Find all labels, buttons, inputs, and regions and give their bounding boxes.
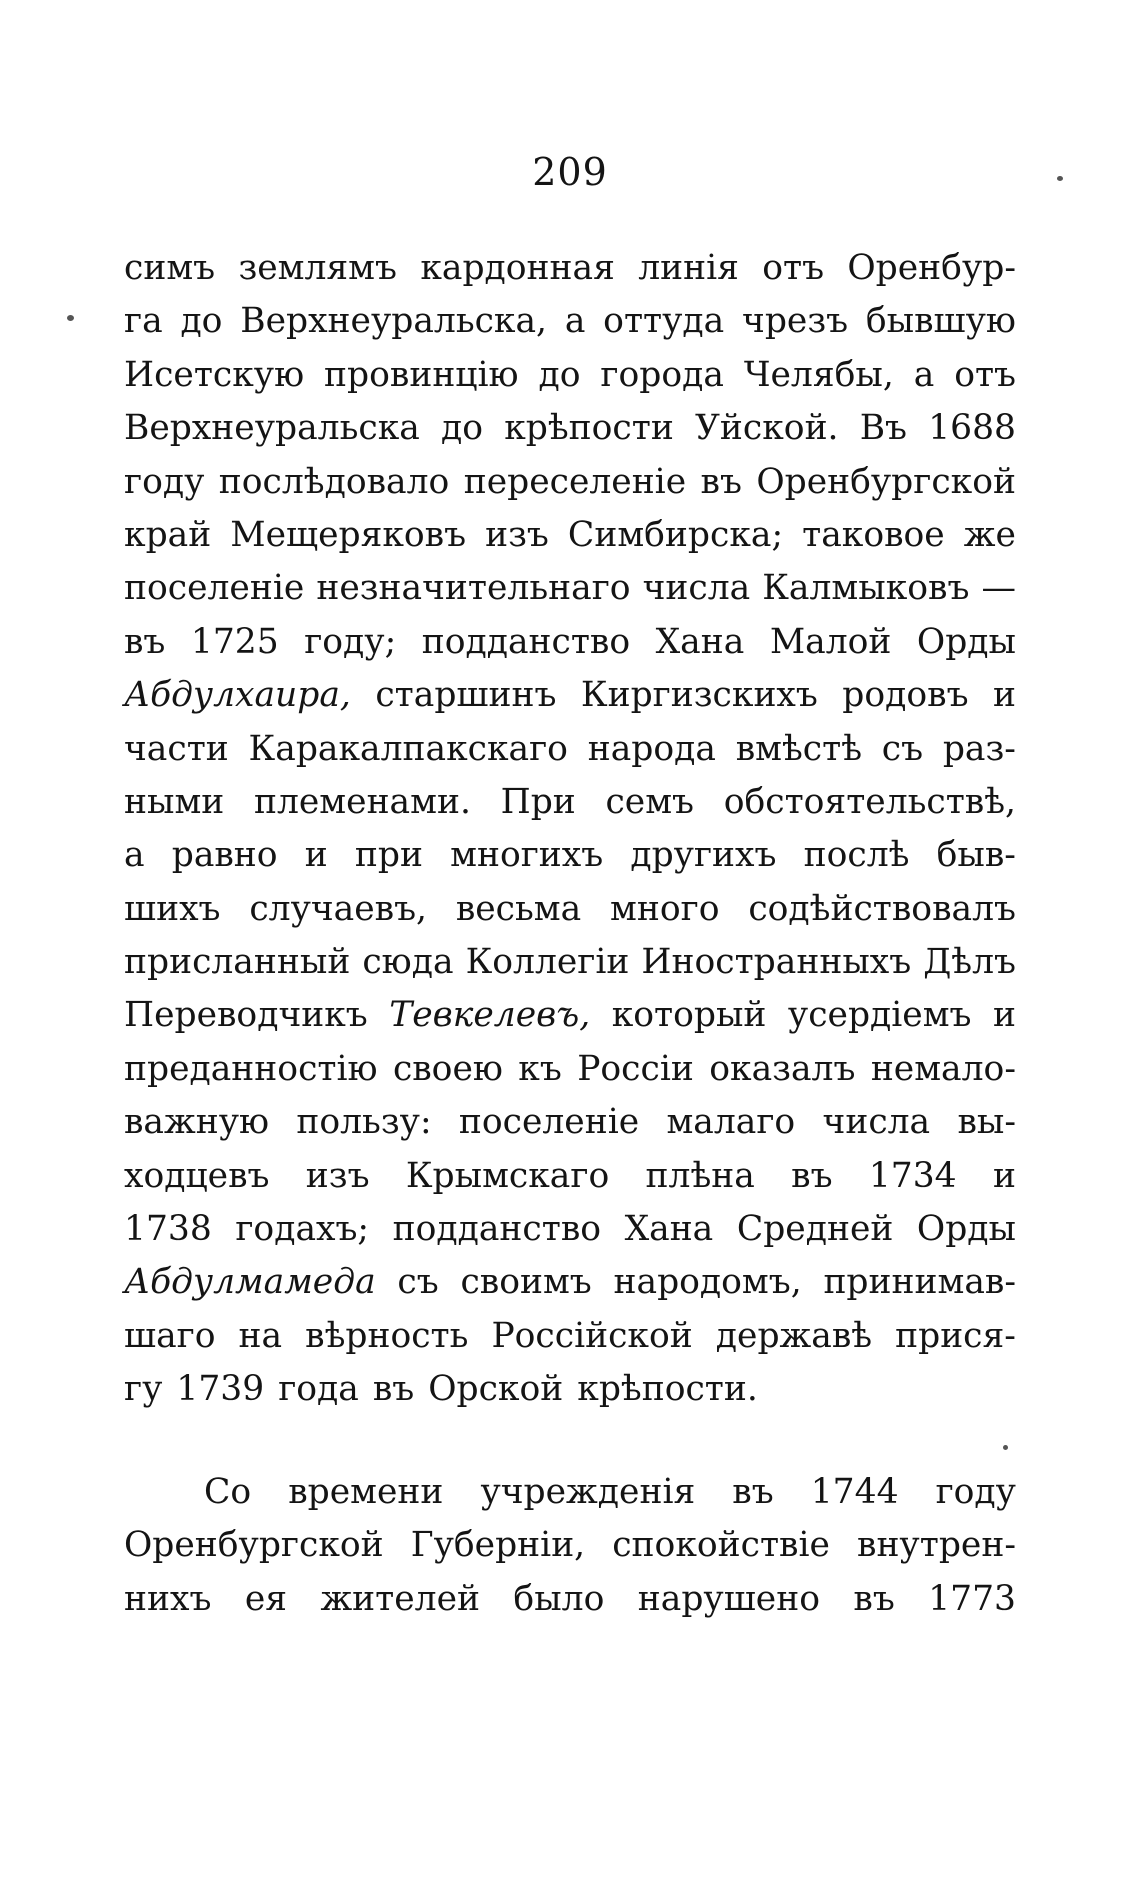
- word: Симбирска;: [567, 514, 784, 555]
- scan-speck: [67, 315, 74, 321]
- word: народомъ,: [613, 1262, 802, 1303]
- text-line: [124, 669, 1016, 722]
- word: Переводчикъ: [124, 995, 368, 1036]
- word: части: [124, 728, 229, 769]
- word: Малой: [769, 621, 892, 662]
- word: Киргизскихъ: [580, 675, 818, 716]
- word: послѣдовало: [218, 461, 450, 502]
- word: прися-: [895, 1315, 1016, 1356]
- word: спокойствіе: [612, 1525, 830, 1566]
- word: Абдулхаира,: [124, 675, 351, 716]
- word: а: [913, 354, 935, 395]
- word: Абдулмамеда: [124, 1262, 376, 1303]
- word: года: [278, 1369, 359, 1410]
- text-line: [124, 1363, 1016, 1416]
- word: послѣ: [803, 835, 910, 876]
- word: съ: [397, 1262, 439, 1303]
- word: случаевъ,: [249, 888, 427, 929]
- word: подданство: [392, 1209, 602, 1250]
- word: державѣ: [715, 1315, 873, 1356]
- text-line: [124, 829, 1016, 882]
- word: жителей: [320, 1578, 480, 1619]
- word: ходцевъ: [124, 1155, 270, 1196]
- word: Каракалпакскаго: [248, 728, 568, 769]
- word: Калмыковъ: [762, 568, 970, 609]
- word: Мещеряковъ: [230, 514, 467, 555]
- word: племенами.: [253, 781, 471, 822]
- word: присланный: [124, 942, 351, 983]
- word: году: [935, 1472, 1016, 1512]
- text-line: [124, 456, 1016, 509]
- text-line: [124, 295, 1016, 348]
- word: малаго: [666, 1102, 796, 1143]
- word: оттуда: [603, 301, 725, 342]
- word: раз-: [942, 728, 1016, 769]
- word: важную: [124, 1102, 270, 1143]
- word: родовъ: [842, 675, 969, 716]
- word: изъ: [305, 1155, 370, 1196]
- word: —: [981, 568, 1016, 609]
- word: ными: [124, 781, 225, 822]
- word: учрежденія: [480, 1472, 696, 1512]
- word: своимъ: [460, 1262, 592, 1303]
- word: вѣрность: [305, 1315, 469, 1356]
- word: до: [441, 408, 484, 449]
- word: а: [124, 835, 145, 876]
- word: многихъ: [450, 835, 604, 876]
- word: чрезъ: [742, 301, 849, 342]
- word: бывшую: [865, 301, 1016, 342]
- text-line: [124, 1466, 1016, 1519]
- word: было: [513, 1578, 605, 1619]
- paragraph-1: [124, 242, 1016, 1417]
- word: Россіи: [577, 1048, 694, 1089]
- word: обстоятельствѣ,: [723, 781, 1016, 822]
- word: оказалъ: [709, 1048, 856, 1089]
- word: а: [564, 301, 586, 342]
- word: Верхнеуральска,: [240, 301, 548, 342]
- word: Уйской.: [694, 408, 839, 449]
- word: же: [963, 514, 1016, 555]
- word: отъ: [954, 354, 1016, 395]
- word: до: [538, 354, 581, 395]
- word: вы-: [957, 1102, 1016, 1143]
- word: землямъ: [238, 248, 397, 288]
- page-number: 209: [532, 150, 608, 194]
- word: преданностію: [124, 1048, 378, 1089]
- word: Челябы,: [743, 354, 894, 395]
- paragraph-2: [124, 1466, 1016, 1626]
- word: народа: [587, 728, 716, 769]
- word: гу: [124, 1369, 163, 1410]
- word: въ: [732, 1472, 774, 1512]
- word: 1725: [190, 621, 279, 662]
- word: Въ: [859, 408, 908, 449]
- word: Верхнеуральска: [124, 408, 420, 449]
- word: При: [500, 781, 576, 822]
- text-line: [124, 936, 1016, 989]
- word: съ: [881, 728, 924, 769]
- word: содѣйствовалъ: [748, 888, 1016, 929]
- word: Оренбургской: [756, 461, 1016, 502]
- text-line: [124, 1310, 1016, 1363]
- word: шихъ: [124, 888, 221, 929]
- text-line: [124, 402, 1016, 455]
- word: нарушено: [637, 1578, 820, 1619]
- word: 1734: [868, 1155, 957, 1196]
- word: Средней: [736, 1209, 894, 1250]
- text-line: [124, 349, 1016, 402]
- word: таковое: [802, 514, 945, 555]
- word: быв-: [936, 835, 1016, 876]
- word: Россійской: [491, 1315, 693, 1356]
- word: много: [610, 888, 720, 929]
- text-line: [124, 723, 1016, 776]
- word: нихъ: [124, 1578, 212, 1619]
- word: 1744: [810, 1472, 899, 1512]
- word: Хана: [655, 621, 745, 662]
- word: Орды: [916, 621, 1016, 662]
- word: немало-: [870, 1048, 1016, 1089]
- word: Со: [204, 1472, 252, 1512]
- text-line: [124, 776, 1016, 829]
- word: симъ: [124, 248, 216, 288]
- word: Исетскую: [124, 354, 305, 395]
- word: весьма: [455, 888, 582, 929]
- text-line: [124, 1573, 1016, 1626]
- text-line: [124, 883, 1016, 936]
- word: 1688: [928, 408, 1016, 449]
- word: усердіемъ: [787, 995, 972, 1036]
- text-line: [124, 1519, 1016, 1572]
- word: Дѣлъ: [923, 942, 1016, 983]
- word: на: [238, 1315, 283, 1356]
- word: числа: [642, 568, 751, 609]
- word: Коллегіи: [465, 942, 630, 983]
- text-line: [124, 1043, 1016, 1096]
- word: и: [992, 1155, 1016, 1196]
- word: 1773: [928, 1578, 1016, 1619]
- word: годахъ;: [235, 1209, 370, 1250]
- word: Тевкелевъ,: [389, 995, 591, 1036]
- word: 1738: [124, 1209, 212, 1250]
- text-line: [124, 616, 1016, 669]
- word: времени: [288, 1472, 444, 1512]
- word: и: [993, 995, 1016, 1036]
- word: сюда: [362, 942, 454, 983]
- word: край: [124, 514, 212, 555]
- word: шаго: [124, 1315, 216, 1356]
- word: который: [611, 995, 767, 1036]
- word: изъ: [485, 514, 549, 555]
- text-line: [124, 1096, 1016, 1149]
- word: при: [354, 835, 423, 876]
- text-line: [124, 1203, 1016, 1256]
- word: ея: [244, 1578, 288, 1619]
- word: плѣна: [645, 1155, 755, 1196]
- word: Губерніи,: [410, 1525, 586, 1566]
- word: Орды: [916, 1209, 1016, 1250]
- word: га: [124, 301, 163, 342]
- word: Хана: [624, 1209, 714, 1250]
- text-line: [124, 509, 1016, 562]
- word: города: [600, 354, 724, 395]
- word: своею: [392, 1048, 503, 1089]
- word: 1739: [176, 1369, 265, 1410]
- word: году: [124, 461, 205, 502]
- word: линія: [638, 248, 739, 288]
- word: пользу:: [296, 1102, 432, 1143]
- word: въ: [124, 621, 166, 662]
- word: переселеніе: [463, 461, 687, 502]
- word: Оренбур-: [847, 248, 1016, 288]
- word: крѣпости.: [577, 1369, 758, 1410]
- word: въ: [853, 1578, 895, 1619]
- word: провинцію: [324, 354, 519, 395]
- word: отъ: [762, 248, 825, 288]
- word: семъ: [605, 781, 695, 822]
- word: въ: [791, 1155, 833, 1196]
- word: до: [180, 301, 223, 342]
- word: числа: [822, 1102, 931, 1143]
- text-line: [124, 1256, 1016, 1309]
- word: вмѣстѣ: [735, 728, 862, 769]
- scan-speck: [1003, 1445, 1008, 1450]
- word: Крымскаго: [405, 1155, 610, 1196]
- word: равно: [171, 835, 278, 876]
- word: Оренбургской: [124, 1525, 384, 1566]
- word: поселеніе: [124, 568, 305, 609]
- word: Иностранныхъ: [641, 942, 912, 983]
- text-line: [124, 562, 1016, 615]
- word: кардонная: [420, 248, 615, 288]
- word: внутрен-: [857, 1525, 1016, 1566]
- word: крѣпости: [504, 408, 674, 449]
- word: въ: [700, 461, 742, 502]
- text-line: [124, 1150, 1016, 1203]
- word: другихъ: [630, 835, 777, 876]
- word: и: [304, 835, 328, 876]
- text-line: [124, 989, 1016, 1042]
- word: принимав-: [823, 1262, 1016, 1303]
- word: и: [993, 675, 1016, 716]
- word: незначительнаго: [316, 568, 631, 609]
- word: подданство: [421, 621, 631, 662]
- word: въ: [372, 1369, 415, 1410]
- word: году;: [304, 621, 397, 662]
- word: старшинъ: [375, 675, 557, 716]
- text-line: [124, 242, 1016, 295]
- word: Орской: [428, 1369, 564, 1410]
- scan-speck: [1057, 176, 1063, 181]
- word: поселеніе: [458, 1102, 640, 1143]
- word: къ: [518, 1048, 562, 1089]
